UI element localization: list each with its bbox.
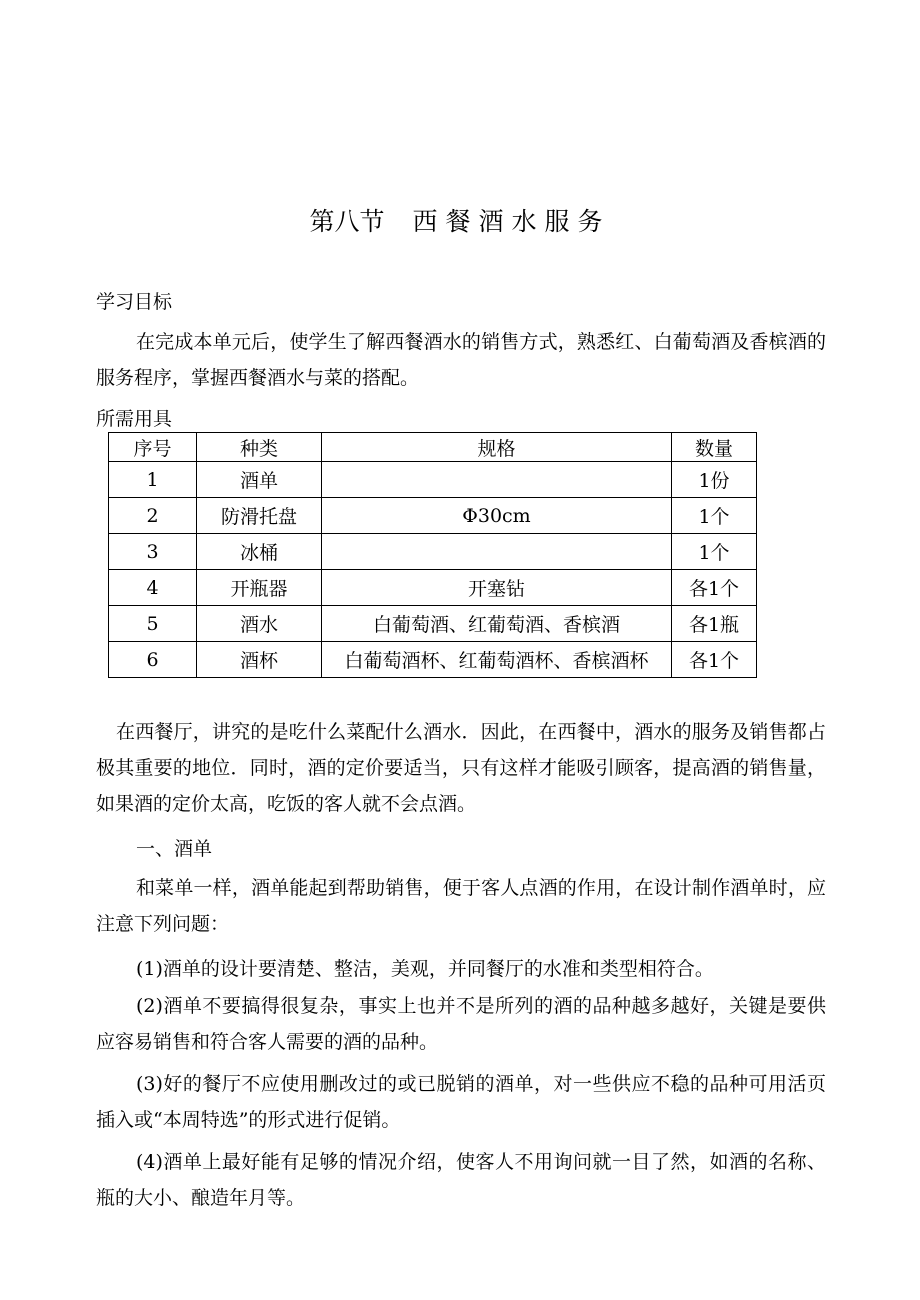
section-number: 第八节 [309,207,385,236]
cell-kind: 酒水 [197,606,322,642]
cell-kind: 防滑托盘 [197,498,322,534]
section1-point-1: (1)酒单的设计要清楚、整洁，美观，并同餐厅的水准和类型相符合。 [136,958,714,980]
cell-qty: 1份 [672,462,757,498]
section1-point-3: (3)好的餐厅不应使用删改过的或已脱销的酒单，对一些供应不稳的品种可用活页插入或“本周特选”的形式进行促销。 [96,1073,826,1131]
table-row [109,498,757,534]
cell-no: 5 [109,606,197,642]
tools-heading: 所需用具 [96,408,173,430]
cell-no: 6 [109,642,197,678]
cell-no: 2 [109,498,197,534]
cell-spec: Φ30cm [322,498,672,534]
cell-qty: 各1个 [672,570,757,606]
cell-kind: 冰桶 [197,534,322,570]
intro-paragraph: 在西餐厅，讲究的是吃什么菜配什么酒水．因此，在西餐中，酒水的服务及销售都占极其重要的地位．同时，酒的定价要适当，只有这样才能吸引顾客，提高酒的销售量，如果酒的定价太高，吃饭的客人就不会点酒。 [96,721,826,815]
cell-spec: 开塞钻 [322,570,672,606]
cell-spec [322,462,672,498]
tools-table [108,432,757,678]
cell-spec [322,534,672,570]
cell-qty: 1个 [672,534,757,570]
objectives-text: 在完成本单元后，使学生了解西餐酒水的销售方式，熟悉红、白葡萄酒及香槟酒的服务程序，掌握西餐酒水与菜的搭配。 [96,331,826,389]
section1-point-4: (4)酒单上最好能有足够的情况介绍，使客人不用询问就一目了然，如酒的名称、瓶的大小、酿造年月等。 [96,1151,826,1209]
section1-lead: 和菜单一样，酒单能起到帮助销售，便于客人点酒的作用，在设计制作酒单时，应注意下列问题： [96,877,826,935]
page-title [0,204,920,240]
cell-no: 3 [109,534,197,570]
cell-spec: 白葡萄酒杯、红葡萄酒杯、香槟酒杯 [322,642,672,678]
objectives-heading: 学习目标 [96,291,173,313]
cell-qty: 各1个 [672,642,757,678]
section1-heading: 一、酒单 [136,838,213,860]
cell-qty: 各1瓶 [672,606,757,642]
column-header-kind: 种类 [197,433,322,462]
column-header-qty: 数量 [672,433,757,462]
section-topic: 西餐酒水服务 [412,207,611,236]
table-row [109,534,757,570]
table-header-row [109,433,757,462]
cell-no: 1 [109,462,197,498]
cell-spec: 白葡萄酒、红葡萄酒、香槟酒 [322,606,672,642]
column-header-spec: 规格 [322,433,672,462]
cell-no: 4 [109,570,197,606]
table-row [109,606,757,642]
cell-kind: 酒单 [197,462,322,498]
table-row [109,642,757,678]
column-header-no: 序号 [109,433,197,462]
table-row [109,462,757,498]
cell-kind: 开瓶器 [197,570,322,606]
table-row [109,570,757,606]
cell-kind: 酒杯 [197,642,322,678]
cell-qty: 1个 [672,498,757,534]
section1-point-2: (2)酒单不要搞得很复杂，事实上也并不是所列的酒的品种越多越好，关键是要供应容易销售和符合客人需要的酒的品种。 [96,995,826,1053]
